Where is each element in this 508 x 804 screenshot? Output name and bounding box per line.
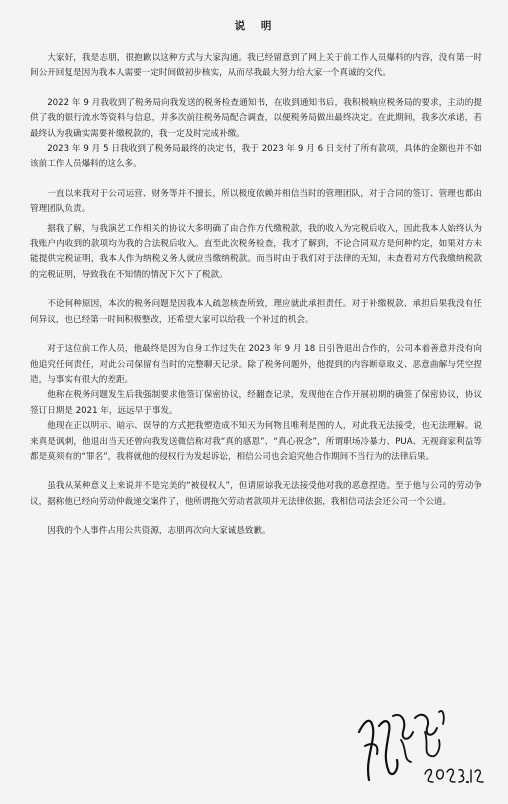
paragraph-confidentiality: 他称在税务问题发生后我强制要求他签订保密协议，经翻查记录，发现他在合作开展初期的确签了保密协议，协议签订日期是 2021 年，远远早于事发。	[30, 390, 482, 416]
paragraph-tax-notice: 2022 年 9 月我收到了税务局向我发送的税务检查通知书，在收到通知书后，我积极响应税务局的要求，主动的提供了我的银行流水等资料与信息，并多次前往税务局配合调查，以便税务局做出最终决定。在此期间，我多次承诺，若最终认为我确实需要补缴税款的，我一定及时完成补缴。	[30, 97, 482, 139]
paragraph-apology: 因我的个人事件占用公共资源，志朋再次向大家诚恳致歉。	[47, 526, 271, 537]
paragraph-tax-explanation: 据我了解，与我演艺工作相关的协议大多明确了由合作方代缴税款，我的收入为完税后收入，因此我本人始终认为我账户内收到的款项均为我的合法税后收入。直至此次税务检查，我才了解到，不论合同双方是何种约定，如果对方未能提供完税证明，我本人作为纳税义务人就应当缴纳税款。而当时由于我们对于法律的无知，未查看对方代我缴纳税款的完税证明，导致我在不知情的情况下欠下了税款。	[30, 223, 482, 280]
paragraph-rebuttal: 他现在正以明示、暗示、误导的方式把我塑造成不知天为何物且唯利是图的人，对此我无法接受，也无法理解。说来真是讽刺，他退出当天还曾向我发送微信称对我“真的感恩”、“真心祝念”，所谓职场冷暴力、PUA、无视商家利益等都是莫须有的“罪名”，我将就他的侵权行为发起诉讼，相信公司也会追究他合作期间不当行为的法律后果。	[30, 421, 482, 462]
paragraph-labor-dispute: 虽我从某种意义上来说并不是完美的“被侵权人”，但请原谅我无法接受他对我的恶意捏造。至于他与公司的劳动争议，据称他已经向劳动仲裁递交案件了，他所谓拖欠劳动者款项并无法律依据，我相信司法会还公司一个公道。	[30, 481, 482, 507]
paragraph-tax-decision: 2023 年 9 月 5 日我收到了税务局最终的决定书，我于 2023 年 9 月 6 日支付了所有款项，具体的金额也并不如该前工作人员爆料的这么多。	[30, 144, 482, 170]
document-title: 说 明	[234, 20, 278, 32]
paragraph-management-reliance: 一直以来我对于公司运营、财务等并不擅长，所以极度依赖并相信当时的管理团队，对于合同的签订、管理也都由管理团队负责。	[30, 188, 482, 215]
paragraph-greeting: 大家好，我是志朋，很抱歉以这种方式与大家沟通。我已经留意到了网上关于前工作人员爆料的内容，没有第一时间公开回复是因为我本人需要一定时间做初步核实，从而尽我最大努力给大家一个真诚的交代。	[30, 53, 482, 79]
paragraph-responsibility: 不论何种原因，本次的税务问题是因我本人疏忽核查所致，理应就此承担责任。对于补缴税款、承担后果我没有任何异议，也已经第一时间积极整改，还希望大家可以给我一个补过的机会。	[30, 299, 482, 325]
paragraph-former-staff: 对于这位前工作人员，他最终是因为自身工作过失在 2023 年 9 月 18 日引咎退出合作的，公司本着善意并没有向他追究任何责任，对此公司保留有当时的完整聊天记录。除了税务问题外，他提到的内容断章取义、恶意曲解与凭空捏造，与事实有很大的差距。	[30, 344, 482, 385]
handwritten-signature	[355, 702, 485, 792]
